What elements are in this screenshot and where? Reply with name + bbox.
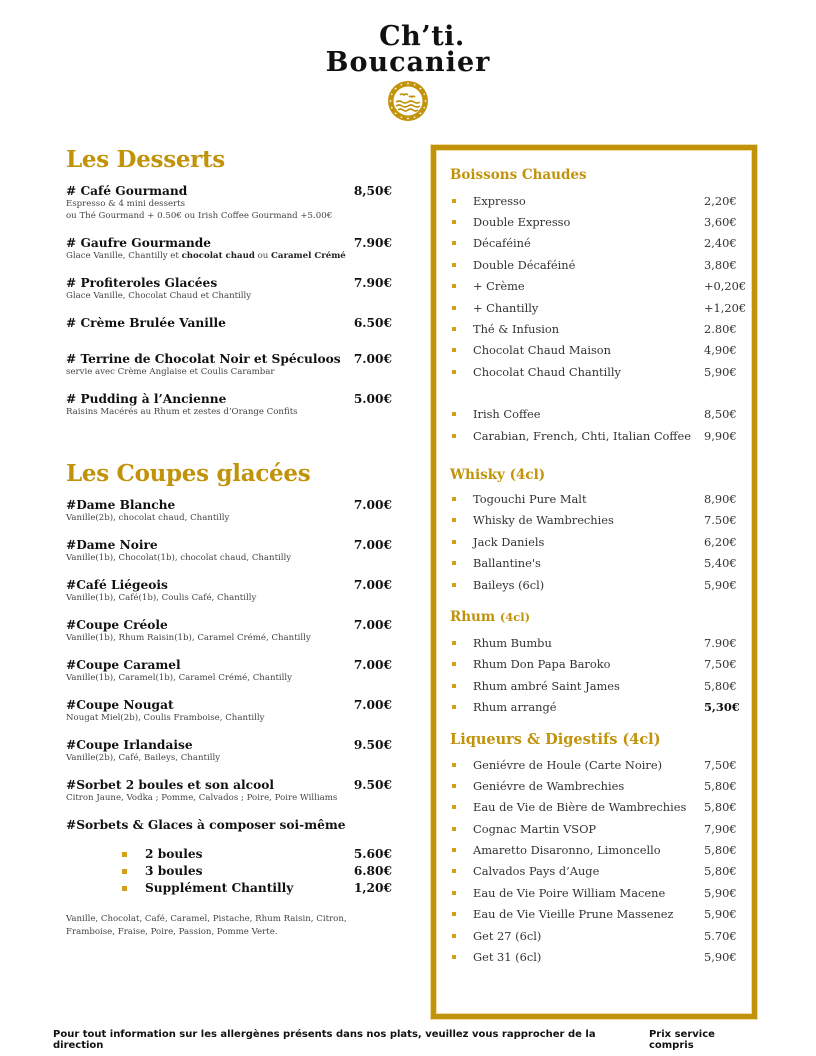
footer xyxy=(53,1029,763,1051)
drink-price: 5,90€ xyxy=(704,885,737,900)
drink-name: Calvados Pays d’Auge xyxy=(473,864,600,879)
drink-name: Décaféiné xyxy=(473,236,531,251)
coupe-item xyxy=(66,818,392,832)
drink-item xyxy=(450,318,748,339)
whisky-list xyxy=(450,488,748,595)
liqueurs-title: Liqueurs & Digestifs (4cl) xyxy=(450,730,661,748)
item-price: 7.00€ xyxy=(353,698,392,712)
drink-price: 2,20€ xyxy=(704,193,737,208)
drink-item xyxy=(450,211,748,232)
hot-drinks-list xyxy=(450,190,748,383)
drink-price: 5,90€ xyxy=(704,364,737,379)
drink-name: Chocolat Chaud Maison xyxy=(473,343,612,358)
drink-item xyxy=(450,946,748,967)
coupe-item xyxy=(66,618,392,644)
drink-name: Carabian, French, Chti, Italian Coffee xyxy=(473,428,691,443)
bullet-icon xyxy=(452,763,456,767)
drink-price: 3,80€ xyxy=(704,257,737,272)
drink-name: Amaretto Disaronno, Limoncello xyxy=(473,843,661,858)
item-name: #Dame Noire xyxy=(66,538,158,552)
drink-name: Ballantine's xyxy=(473,556,541,571)
option-price: 1,20€ xyxy=(353,881,392,895)
item-name: # Gaufre Gourmande xyxy=(66,236,212,250)
drink-item xyxy=(450,754,748,775)
drink-price: 2,40€ xyxy=(704,236,737,251)
coupe-item xyxy=(66,498,392,524)
coupe-item xyxy=(66,578,392,604)
bullet-icon xyxy=(452,934,456,938)
drink-price: 5,90€ xyxy=(704,577,737,592)
drink-item xyxy=(450,818,748,839)
drink-price: 6,20€ xyxy=(704,534,737,549)
item-price: 6.50€ xyxy=(353,316,392,330)
item-price: 8,50€ xyxy=(353,184,392,198)
logo-text-line2: Boucanier xyxy=(325,47,491,78)
drink-item xyxy=(450,340,748,361)
item-name: # Crème Brulée Vanille xyxy=(66,316,226,330)
drink-item xyxy=(450,404,748,425)
item-price: 9.50€ xyxy=(353,738,392,752)
coffee-specials-list xyxy=(450,404,748,447)
bullet-icon xyxy=(452,199,456,203)
item-name: #Coupe Nougat xyxy=(66,698,174,712)
drink-item xyxy=(450,425,748,446)
item-name: # Café Gourmand xyxy=(66,184,188,198)
drink-price: 5.70€ xyxy=(704,928,737,943)
dessert-item xyxy=(66,352,392,378)
drink-item xyxy=(450,775,748,796)
dessert-item xyxy=(66,184,392,222)
bullet-icon xyxy=(452,784,456,788)
item-description: Vanille(2b), Café, Baileys, Chantilly xyxy=(66,753,221,763)
item-name: #Coupe Irlandaise xyxy=(66,738,193,752)
drink-item xyxy=(450,925,748,946)
bullet-icon xyxy=(452,641,456,645)
item-description: Vanille(1b), Rhum Raisin(1b), Caramel Crémé, Chantilly xyxy=(66,633,311,643)
bullet-icon xyxy=(452,869,456,873)
coupes-list xyxy=(66,498,392,832)
desserts-column xyxy=(66,144,392,939)
coupes-title: Les Coupes glacées xyxy=(66,460,311,487)
drink-price: 2.80€ xyxy=(704,322,737,337)
item-name: #Sorbets & Glaces à composer soi-même xyxy=(66,818,346,832)
drink-price: 7,50€ xyxy=(704,657,737,672)
item-description-extra: ou Thé Gourmand + 0.50€ ou Irish Coffee Gourmand +5.00€ xyxy=(66,211,333,221)
drink-name: Rhum arrangé xyxy=(473,700,557,715)
bullet-icon xyxy=(452,284,456,288)
drink-item xyxy=(450,839,748,860)
bullet-icon xyxy=(122,852,127,857)
bullet-icon xyxy=(452,327,456,331)
item-price: 9.50€ xyxy=(353,778,392,792)
option-name: 2 boules xyxy=(145,847,203,861)
drink-name: Rhum ambré Saint James xyxy=(473,678,620,693)
drink-price: 5,90€ xyxy=(704,950,737,965)
item-name: #Coupe Créole xyxy=(66,618,168,632)
drink-price: 7.90€ xyxy=(704,635,737,650)
item-description: Espresso & 4 mini desserts xyxy=(66,199,186,209)
bullet-icon xyxy=(452,955,456,959)
item-price: 7.00€ xyxy=(353,658,392,672)
bullet-icon xyxy=(452,306,456,310)
drink-name: Geniévre de Houle (Carte Noire) xyxy=(473,757,663,772)
bullet-icon xyxy=(452,583,456,587)
bullet-icon xyxy=(452,684,456,688)
drink-price: 5,80€ xyxy=(704,864,737,879)
item-price: 7.00€ xyxy=(353,618,392,632)
item-description: Vanille(1b), Caramel(1b), Caramel Crémé, Chantilly xyxy=(66,673,293,683)
allergen-notice: Pour tout information sur les allergènes présents dans nos plats, veuillez vous rapprocher de la direction xyxy=(53,1029,596,1051)
drink-price: 7,50€ xyxy=(704,757,737,772)
item-name: # Terrine de Chocolat Noir et Spéculoos xyxy=(66,352,341,366)
bullet-icon xyxy=(452,912,456,916)
drink-name: Get 31 (6cl) xyxy=(473,950,542,965)
service-notice: Prix service compris xyxy=(648,1029,715,1051)
drink-name: Get 27 (6cl) xyxy=(473,928,542,943)
drink-price: 9,90€ xyxy=(704,428,737,443)
coupe-item xyxy=(66,738,392,764)
bullet-icon xyxy=(452,705,456,709)
bullet-icon xyxy=(452,434,456,438)
drink-item xyxy=(450,276,748,297)
compose-list xyxy=(122,846,392,897)
drink-item xyxy=(450,510,748,531)
item-name: #Sorbet 2 boules et son alcool xyxy=(66,778,274,792)
drink-price: 8,90€ xyxy=(704,491,737,506)
item-description: servie avec Crème Anglaise et Coulis Carambar xyxy=(66,367,275,377)
drink-price: 7.50€ xyxy=(704,513,737,528)
item-description: Raisins Macérés au Rhum et zestes d’Orange Confits xyxy=(66,407,298,417)
bullet-icon xyxy=(452,263,456,267)
compose-option xyxy=(122,846,392,863)
drink-name: Double Expresso xyxy=(473,215,571,230)
drink-price: 5,80€ xyxy=(704,778,737,793)
drink-item xyxy=(450,574,748,595)
item-price: 5.00€ xyxy=(353,392,392,406)
drink-item xyxy=(450,190,748,211)
item-description: Glace Vanille, Chantilly et chocolat chaud ou Caramel Crémé xyxy=(66,251,346,261)
bullet-icon xyxy=(452,370,456,374)
drink-price: 8,50€ xyxy=(704,407,737,422)
drink-price: 5,90€ xyxy=(704,907,737,922)
drink-name: Eau de Vie Vieille Prune Massenez xyxy=(473,907,674,922)
item-description: Nougat Miel(2b), Coulis Framboise, Chantilly xyxy=(66,713,265,723)
drink-name: Cognac Martin VSOP xyxy=(473,821,597,836)
flavors-list: Vanille, Chocolat, Café, Caramel, Pistache, Rhum Raisin, Citron, Framboise, Fraise, Poire, Passion, Pomme Verte. xyxy=(66,914,347,937)
drink-price: 5,80€ xyxy=(704,843,737,858)
dessert-item xyxy=(66,276,392,302)
drink-item xyxy=(450,797,748,818)
drink-name: Eau de Vie de Bière de Wambrechies xyxy=(473,800,687,815)
drink-name: Irish Coffee xyxy=(473,407,541,422)
dessert-item xyxy=(66,236,392,262)
rhum-title: Rhum (4cl) xyxy=(450,609,531,626)
bullet-icon xyxy=(452,848,456,852)
coupe-item xyxy=(66,658,392,684)
item-description: Vanille(1b), Chocolat(1b), chocolat chaud, Chantilly xyxy=(66,553,292,563)
item-description: Citron Jaune, Vodka ; Pomme, Calvados ; Poire, Poire Williams xyxy=(66,793,338,803)
item-price: 7.00€ xyxy=(353,578,392,592)
item-name: #Café Liégeois xyxy=(66,578,168,592)
item-name: #Dame Blanche xyxy=(66,498,176,512)
drink-name: Geniévre de Wambrechies xyxy=(473,778,625,793)
drink-price: 5,80€ xyxy=(704,678,737,693)
desserts-title: Les Desserts xyxy=(66,146,225,173)
option-price: 6.80€ xyxy=(353,864,392,878)
drink-name: Rhum Bumbu xyxy=(473,635,552,650)
drink-price: 3,60€ xyxy=(704,215,737,230)
compose-option xyxy=(122,863,392,880)
bullet-icon xyxy=(122,869,127,874)
drink-price: 4,90€ xyxy=(704,343,737,358)
restaurant-logo xyxy=(0,21,816,122)
bullet-icon xyxy=(452,497,456,501)
drink-price: 5,40€ xyxy=(704,556,737,571)
item-name: # Profiteroles Glacées xyxy=(66,276,218,290)
drink-item xyxy=(450,632,748,653)
bullet-icon xyxy=(452,348,456,352)
drink-name: Jack Daniels xyxy=(473,534,545,549)
drink-price: +0,20€ xyxy=(704,279,747,294)
item-price: 7.90€ xyxy=(353,236,392,250)
bullet-icon xyxy=(452,827,456,831)
drink-name: + Chantilly xyxy=(473,300,539,315)
drink-item xyxy=(450,696,748,717)
bullet-icon xyxy=(452,241,456,245)
liqueurs-list xyxy=(450,754,748,968)
drink-item xyxy=(450,297,748,318)
bullet-icon xyxy=(122,886,127,891)
drink-price: +1,20€ xyxy=(704,300,747,315)
item-price: 7.00€ xyxy=(353,352,392,366)
bullet-icon xyxy=(452,662,456,666)
drink-name: Thé & Infusion xyxy=(473,322,560,337)
option-name: 3 boules xyxy=(145,864,203,878)
drink-item xyxy=(450,654,748,675)
drink-price: 7,90€ xyxy=(704,821,737,836)
bullet-icon xyxy=(452,891,456,895)
drink-name: Chocolat Chaud Chantilly xyxy=(473,364,621,379)
coupe-item xyxy=(66,538,392,564)
compose-option xyxy=(122,880,392,897)
drink-name: Whisky de Wambrechies xyxy=(473,513,614,528)
item-price: 7.90€ xyxy=(353,276,392,290)
porthole-emblem-icon xyxy=(387,80,429,122)
dessert-item xyxy=(66,392,392,418)
drink-item xyxy=(450,531,748,552)
item-description: Glace Vanille, Chocolat Chaud et Chantilly xyxy=(66,291,252,301)
drink-item xyxy=(450,552,748,573)
option-price: 5.60€ xyxy=(353,847,392,861)
bullet-icon xyxy=(452,561,456,565)
item-description: Vanille(1b), Café(1b), Coulis Café, Chantilly xyxy=(66,593,257,603)
item-price: 7.00€ xyxy=(353,498,392,512)
item-name: # Pudding à l’Ancienne xyxy=(66,392,227,406)
item-description: Vanille(2b), chocolat chaud, Chantilly xyxy=(66,513,230,523)
dessert-item xyxy=(66,316,392,330)
drink-name: Double Décaféiné xyxy=(473,257,576,272)
drink-item xyxy=(450,233,748,254)
hot-drinks-title: Boissons Chaudes xyxy=(450,167,587,183)
logo-text-line1: Ch’ti. xyxy=(379,21,465,52)
drink-item xyxy=(450,882,748,903)
drink-name: Eau de Vie Poire William Macene xyxy=(473,885,666,900)
drink-name: Rhum Don Papa Baroko xyxy=(473,657,611,672)
drink-item xyxy=(450,254,748,275)
rhum-list xyxy=(450,632,748,718)
coupe-item xyxy=(66,698,392,724)
bullet-icon xyxy=(452,540,456,544)
bullet-icon xyxy=(452,412,456,416)
drink-price: 5,80€ xyxy=(704,800,737,815)
drink-item xyxy=(450,675,748,696)
drink-price: 5,30€ xyxy=(704,700,740,715)
item-name: #Coupe Caramel xyxy=(66,658,181,672)
drink-name: Togouchi Pure Malt xyxy=(473,491,587,506)
drink-item xyxy=(450,861,748,882)
drink-item xyxy=(450,488,748,509)
bullet-icon xyxy=(452,220,456,224)
drink-item xyxy=(450,904,748,925)
drink-item xyxy=(450,361,748,382)
drink-name: Baileys (6cl) xyxy=(473,577,545,592)
whisky-title: Whisky (4cl) xyxy=(450,467,546,484)
drink-name: + Crème xyxy=(473,279,525,294)
drinks-box xyxy=(431,145,757,1019)
coupe-item xyxy=(66,778,392,804)
drink-name: Expresso xyxy=(473,193,526,208)
option-name: Supplément Chantilly xyxy=(145,881,294,895)
item-price: 7.00€ xyxy=(353,538,392,552)
bullet-icon xyxy=(452,805,456,809)
bullet-icon xyxy=(452,518,456,522)
